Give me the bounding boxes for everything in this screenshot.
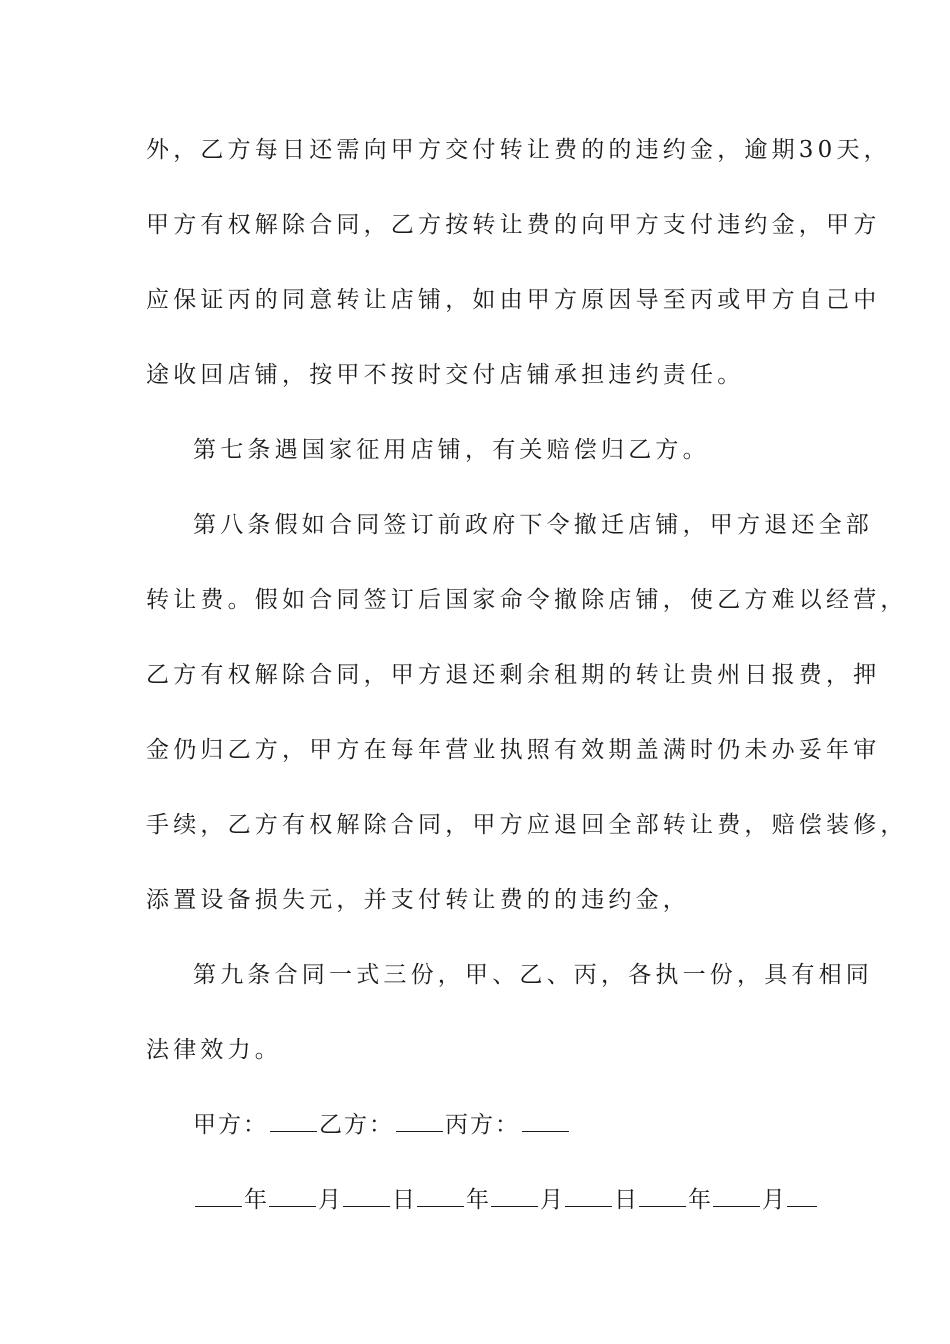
year-label: 年 <box>688 1187 711 1213</box>
year-label: 年 <box>244 1187 267 1213</box>
day-blank <box>565 1184 612 1207</box>
day-label: 日 <box>614 1187 637 1213</box>
signature-row <box>193 1105 833 1145</box>
year-blank <box>639 1184 686 1207</box>
month-blank <box>269 1184 316 1207</box>
text-line: 手续，乙方有权解除合同，甲方应退回全部转让费，赔偿装修， <box>146 812 908 838</box>
year-blank <box>195 1184 242 1207</box>
clause-nine: 第九条合同一式三份，甲、乙、丙，各执一份，具有相同 <box>193 962 873 988</box>
month-blank <box>713 1184 760 1207</box>
year-label: 年 <box>466 1187 489 1213</box>
party-b-label: 乙方： <box>319 1112 394 1138</box>
text-line: 添置设备损失元，并支付转让费的的违约金， <box>146 887 690 913</box>
text-line: 应保证丙的同意转让店铺，如由甲方原因导至丙或甲方自己中 <box>146 287 881 313</box>
party-c-blank <box>522 1109 569 1132</box>
day-label: 日 <box>392 1187 415 1213</box>
text-line: 甲方有权解除合同，乙方按转让费的向甲方支付违约金，甲方 <box>146 212 881 238</box>
text-line: 途收回店铺，按甲不按时交付店铺承担违约责任。 <box>146 362 745 388</box>
month-label: 月 <box>318 1187 341 1213</box>
party-b-blank <box>396 1109 443 1132</box>
text-line: 法律效力。 <box>146 1037 282 1063</box>
party-a-label: 甲方： <box>193 1112 268 1138</box>
clause-seven: 第七条遇国家征用店铺，有关赔偿归乙方。 <box>193 437 710 463</box>
day-blank <box>343 1184 390 1207</box>
month-label: 月 <box>762 1187 785 1213</box>
text-line: 乙方有权解除合同，甲方退还剩余租期的转让贵州日报费，押 <box>146 662 881 688</box>
party-a-blank <box>270 1109 317 1132</box>
trailing-blank <box>787 1184 817 1207</box>
text-line: 金仍归乙方，甲方在每年营业执照有效期盖满时仍未办妥年审 <box>146 737 881 763</box>
year-blank <box>417 1184 464 1207</box>
text-line: 外，乙方每日还需向甲方交付转让费的的违约金，逾期30天， <box>146 137 891 163</box>
month-blank <box>491 1184 538 1207</box>
date-row <box>193 1180 833 1220</box>
party-c-label: 丙方： <box>445 1112 520 1138</box>
text-line: 转让费。假如合同签订后国家命令撤除店铺，使乙方难以经营， <box>146 587 908 613</box>
clause-eight: 第八条假如合同签订前政府下令撤迁店铺，甲方退还全部 <box>193 512 873 538</box>
month-label: 月 <box>540 1187 563 1213</box>
